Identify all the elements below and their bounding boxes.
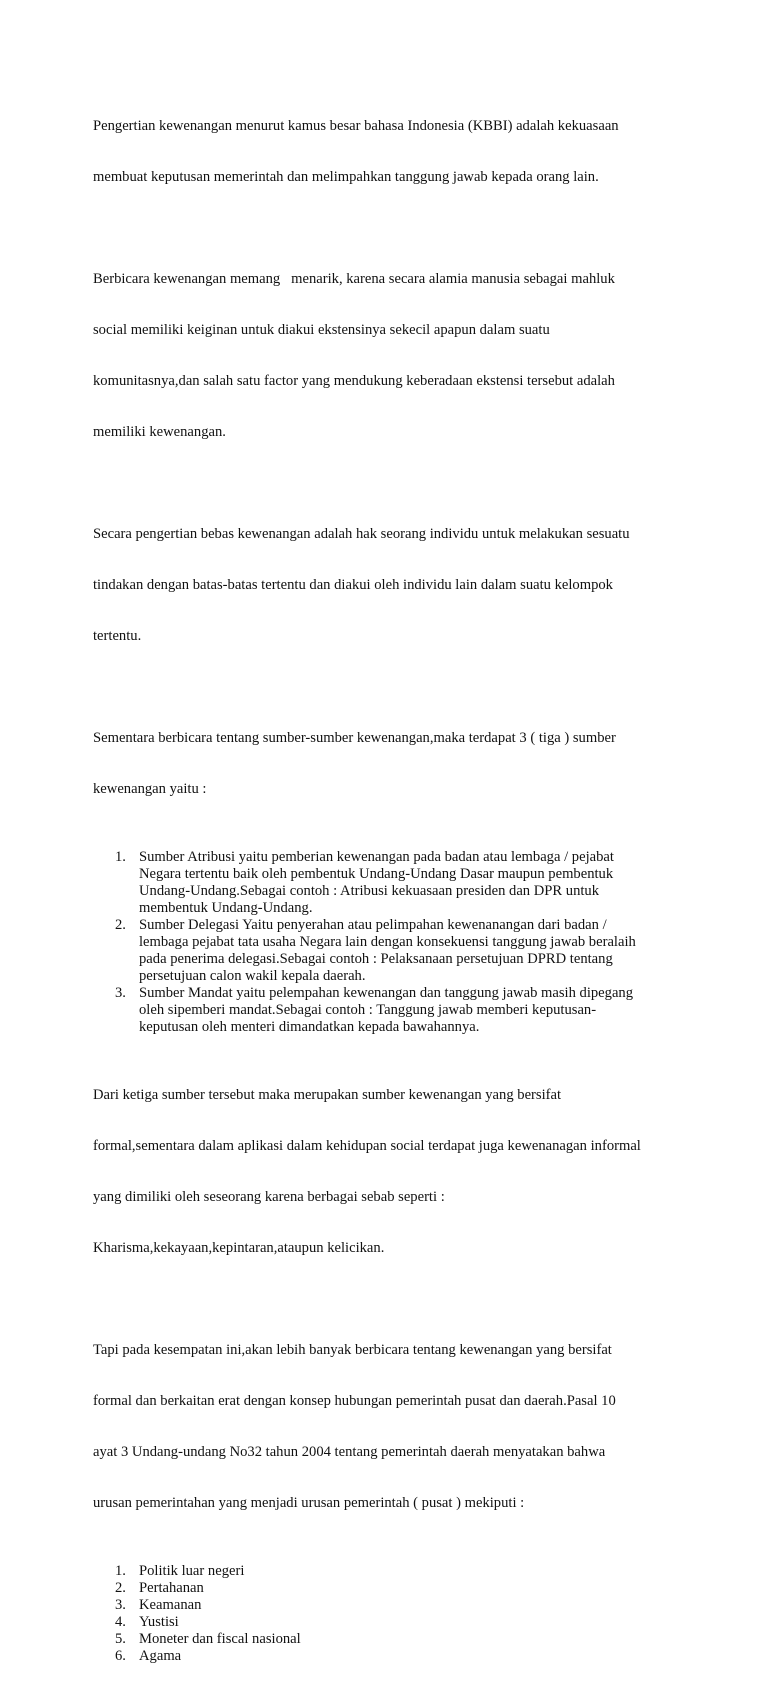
paragraph-sources-intro bbox=[93, 696, 683, 832]
paragraph-free-definition bbox=[93, 492, 683, 679]
text-line: Sumber Mandat yaitu pelempahan kewenangan dan tanggung jawab masih dipegang bbox=[139, 985, 634, 1001]
text-line: Dari ketiga sumber tersebut maka merupakan sumber kewenangan yang bersifat bbox=[93, 1087, 562, 1103]
text-line: Pertahanan bbox=[139, 1580, 204, 1596]
text-line: Yustisi bbox=[139, 1614, 179, 1630]
government-affairs-list bbox=[93, 1563, 683, 1665]
text-line: Berbicara kewenangan memang menarik, karena secara alamia manusia sebagai mahluk bbox=[93, 271, 615, 287]
list-item bbox=[93, 985, 683, 1036]
text-line: membentuk Undang-Undang. bbox=[139, 900, 313, 916]
list-number: 2. bbox=[115, 1580, 126, 1596]
sources-list bbox=[93, 849, 683, 1036]
list-item bbox=[93, 1563, 683, 1580]
document-body bbox=[93, 84, 683, 1682]
list-item bbox=[93, 1614, 683, 1631]
text-line: Sementara berbicara tentang sumber-sumber kewenangan,maka terdapat 3 ( tiga ) sumber bbox=[93, 730, 616, 746]
text-line: Sumber Delegasi Yaitu penyerahan atau pelimpahan kewenanangan dari badan / bbox=[139, 917, 607, 933]
paragraph-discussion bbox=[93, 237, 683, 475]
text-line: social memiliki keiginan untuk diakui ekstensinya sekecil apapun dalam suatu bbox=[93, 322, 550, 338]
list-number: 5. bbox=[115, 1631, 126, 1647]
paragraph-definition bbox=[93, 84, 683, 220]
list-number: 6. bbox=[115, 1648, 126, 1664]
text-line: Sumber Atribusi yaitu pemberian kewenangan pada badan atau lembaga / pejabat bbox=[139, 849, 614, 865]
text-line: formal dan berkaitan erat dengan konsep hubungan pemerintah pusat dan daerah.Pasal 10 bbox=[93, 1393, 616, 1409]
text-line: Keamanan bbox=[139, 1597, 202, 1613]
list-number: 3. bbox=[115, 1597, 126, 1613]
list-number: 3. bbox=[115, 985, 126, 1001]
text-line: tindakan dengan batas-batas tertentu dan diakui oleh individu lain dalam suatu kelompok bbox=[93, 577, 613, 593]
text-line: Politik luar negeri bbox=[139, 1563, 245, 1579]
text-line: urusan pemerintahan yang menjadi urusan pemerintah ( pusat ) mekiputi : bbox=[93, 1495, 525, 1511]
list-item bbox=[93, 917, 683, 985]
paragraph-central-government bbox=[93, 1308, 683, 1546]
list-number: 1. bbox=[115, 849, 126, 865]
text-line: kewenangan yaitu : bbox=[93, 781, 207, 797]
text-line: komunitasnya,dan salah satu factor yang mendukung keberadaan ekstensi tersebut adalah bbox=[93, 373, 615, 389]
text-line: membuat keputusan memerintah dan melimpahkan tanggung jawab kepada orang lain. bbox=[93, 169, 599, 185]
text-line: Undang-Undang.Sebagai contoh : Atribusi kekuasaan presiden dan DPR untuk bbox=[139, 883, 600, 899]
list-item bbox=[93, 1580, 683, 1597]
text-line: ayat 3 Undang-undang No32 tahun 2004 tentang pemerintah daerah menyatakan bahwa bbox=[93, 1444, 606, 1460]
list-number: 1. bbox=[115, 1563, 126, 1579]
text-line: Tapi pada kesempatan ini,akan lebih banyak berbicara tentang kewenangan yang bersifat bbox=[93, 1342, 612, 1358]
text-line: Negara tertentu baik oleh pembentuk Undang-Undang Dasar maupun pembentuk bbox=[139, 866, 614, 882]
text-line: Kharisma,kekayaan,kepintaran,ataupun kelicikan. bbox=[93, 1240, 385, 1256]
text-line: formal,sementara dalam aplikasi dalam kehidupan social terdapat juga kewenanagan informal bbox=[93, 1138, 641, 1154]
text-line: Pengertian kewenangan menurut kamus besar bahasa Indonesia (KBBI) adalah kekuasaan bbox=[93, 118, 619, 134]
text-line: Secara pengertian bebas kewenangan adalah hak seorang individu untuk melakukan sesuatu bbox=[93, 526, 630, 542]
list-number: 4. bbox=[115, 1614, 126, 1630]
text-line: pada penerima delegasi.Sebagai contoh : Pelaksanaan persetujuan DPRD tentang bbox=[139, 951, 613, 967]
text-line: Moneter dan fiscal nasional bbox=[139, 1631, 301, 1647]
list-item bbox=[93, 1597, 683, 1614]
list-number: 2. bbox=[115, 917, 126, 933]
text-line: lembaga pejabat tata usaha Negara lain dengan konsekuensi tanggung jawab beralaih bbox=[139, 934, 636, 950]
list-item bbox=[93, 1631, 683, 1648]
list-item bbox=[93, 849, 683, 917]
text-line: persetujuan calon wakil kepala daerah. bbox=[139, 968, 366, 984]
paragraph-informal-authority bbox=[93, 1053, 683, 1291]
text-line: yang dimiliki oleh seseorang karena berbagai sebab seperti : bbox=[93, 1189, 445, 1205]
text-line: keputusan oleh menteri dimandatkan kepada bawahannya. bbox=[139, 1019, 480, 1035]
list-item bbox=[93, 1648, 683, 1665]
text-line: tertentu. bbox=[93, 628, 142, 644]
text-line: Agama bbox=[139, 1648, 182, 1664]
text-line: oleh sipemberi mandat.Sebagai contoh : Tanggung jawab memberi keputusan- bbox=[139, 1002, 597, 1018]
text-line: memiliki kewenangan. bbox=[93, 424, 226, 440]
